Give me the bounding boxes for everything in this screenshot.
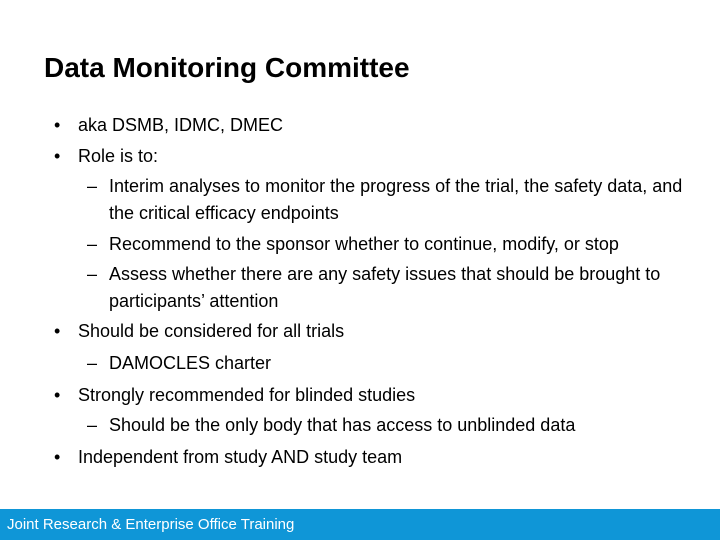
dash-marker: – <box>87 353 98 373</box>
bullet-item <box>54 112 704 139</box>
sub-bullet-item <box>87 261 707 315</box>
bullet-item <box>54 382 704 409</box>
sub-bullet-text: Should be the only body that has access to unblinded data <box>109 415 576 435</box>
footer-bar <box>0 509 720 540</box>
sub-bullet-text: Assess whether there are any safety issues that should be brought to participants’ attention <box>109 264 661 311</box>
dash-marker: – <box>87 264 98 284</box>
bullet-item <box>54 444 704 471</box>
footer-text: Joint Research & Enterprise Office Training <box>7 516 295 533</box>
bullet-marker: • <box>54 385 61 405</box>
bullet-marker: • <box>54 146 61 166</box>
sub-bullet-item <box>87 350 707 377</box>
sub-bullet-text: Interim analyses to monitor the progress of the trial, the safety data, and the critical efficacy endpoints <box>109 176 683 223</box>
bullet-item <box>54 143 704 170</box>
bullet-item <box>54 318 704 345</box>
bullet-marker: • <box>54 447 61 467</box>
dash-marker: – <box>87 415 98 435</box>
sub-bullet-text: DAMOCLES charter <box>109 353 272 373</box>
bullet-text: Role is to: <box>78 146 159 166</box>
bullet-text: aka DSMB, IDMC, DMEC <box>78 115 284 135</box>
sub-bullet-item <box>87 231 707 258</box>
dash-marker: – <box>87 234 98 254</box>
bullet-marker: • <box>54 115 61 135</box>
slide-title: Data Monitoring Committee <box>44 52 410 83</box>
bullet-text: Strongly recommended for blinded studies <box>78 385 416 405</box>
dash-marker: – <box>87 176 98 196</box>
sub-bullet-item <box>87 412 707 439</box>
bullet-marker: • <box>54 321 61 341</box>
bullet-text: Independent from study AND study team <box>78 447 403 467</box>
sub-bullet-item <box>87 173 707 227</box>
bullet-text: Should be considered for all trials <box>78 321 345 341</box>
sub-bullet-text: Recommend to the sponsor whether to continue, modify, or stop <box>109 234 619 254</box>
